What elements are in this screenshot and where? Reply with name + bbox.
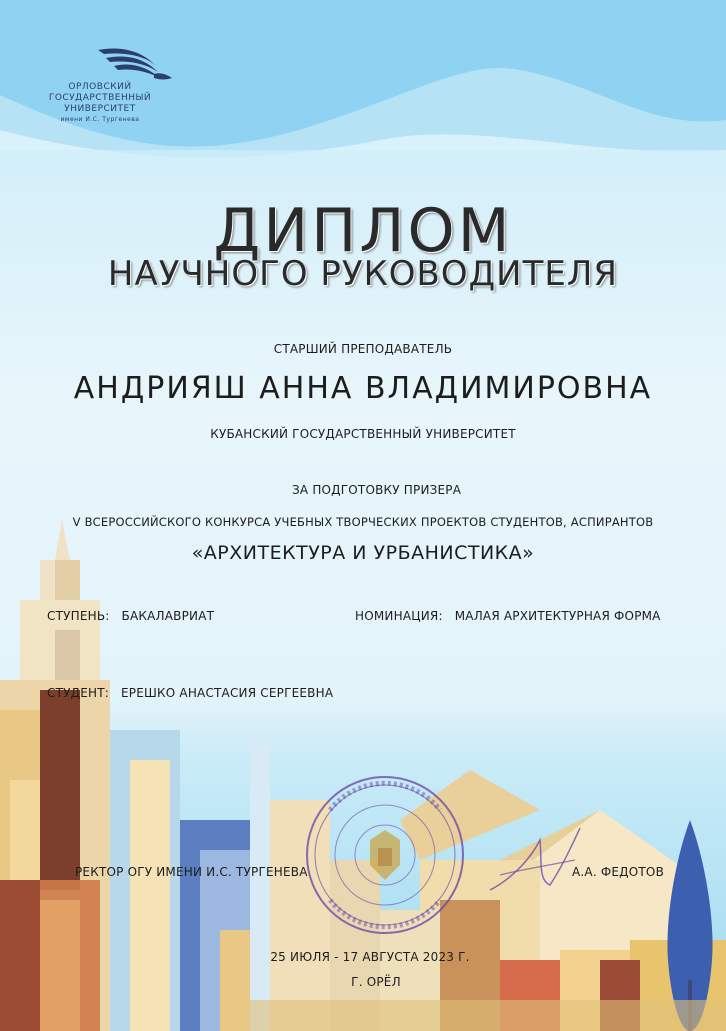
level-field xyxy=(47,609,214,623)
student-value: ЕРЕШКО АНАСТАСИЯ СЕРГЕЕВНА xyxy=(121,686,334,700)
university-logo-icon xyxy=(96,44,174,84)
rector-title: РЕКТОР ОГУ ИМЕНИ И.С. ТУРГЕНЕВА xyxy=(75,865,308,879)
award-reason: ЗА ПОДГОТОВКУ ПРИЗЕРА xyxy=(292,483,462,497)
student-field xyxy=(47,686,333,700)
rector-name: А.А. ФЕДОТОВ xyxy=(572,865,665,879)
recipient-organization: КУБАНСКИЙ ГОСУДАРСТВЕННЫЙ УНИВЕРСИТЕТ xyxy=(210,427,516,441)
university-line1: ОРЛОВСКИЙ xyxy=(68,82,132,92)
diploma-subtitle: НАУЧНОГО РУКОВОДИТЕЛЯ xyxy=(107,254,619,294)
university-logo-text xyxy=(40,82,160,124)
contest-name: «АРХИТЕКТУРА И УРБАНИСТИКА» xyxy=(191,542,535,564)
event-city: Г. ОРЁЛ xyxy=(351,975,401,989)
university-line3: УНИВЕРСИТЕТ xyxy=(64,104,136,114)
recipient-position: СТАРШИЙ ПРЕПОДАВАТЕЛЬ xyxy=(273,342,453,356)
contest-description: V ВСЕРОССИЙСКОГО КОНКУРСА УЧЕБНЫХ ТВОРЧЕСКИХ ПРОЕКТОВ СТУДЕНТОВ, АСПИРАНТОВ xyxy=(72,515,654,529)
level-label: СТУПЕНЬ: xyxy=(47,609,110,623)
student-label: СТУДЕНТ: xyxy=(47,686,109,700)
recipient-name: АНДРИЯШ АННА ВЛАДИМИРОВНА xyxy=(73,371,653,406)
university-line2: ГОСУДАРСТВЕННЫЙ xyxy=(48,93,152,103)
event-dates: 25 ИЮЛЯ - 17 АВГУСТА 2023 Г. xyxy=(270,950,470,964)
level-value: БАКАЛАВРИАТ xyxy=(121,609,215,623)
nomination-value: МАЛАЯ АРХИТЕКТУРНАЯ ФОРМА xyxy=(454,609,661,623)
rector-signature xyxy=(480,820,590,900)
diploma-title: ДИПЛОМ xyxy=(213,196,513,266)
nomination-label: НОМИНАЦИЯ: xyxy=(355,609,443,623)
university-line4: имени И.С. Тургенева xyxy=(60,116,140,123)
nomination-field xyxy=(355,609,661,623)
official-seal-stamp xyxy=(300,770,470,940)
